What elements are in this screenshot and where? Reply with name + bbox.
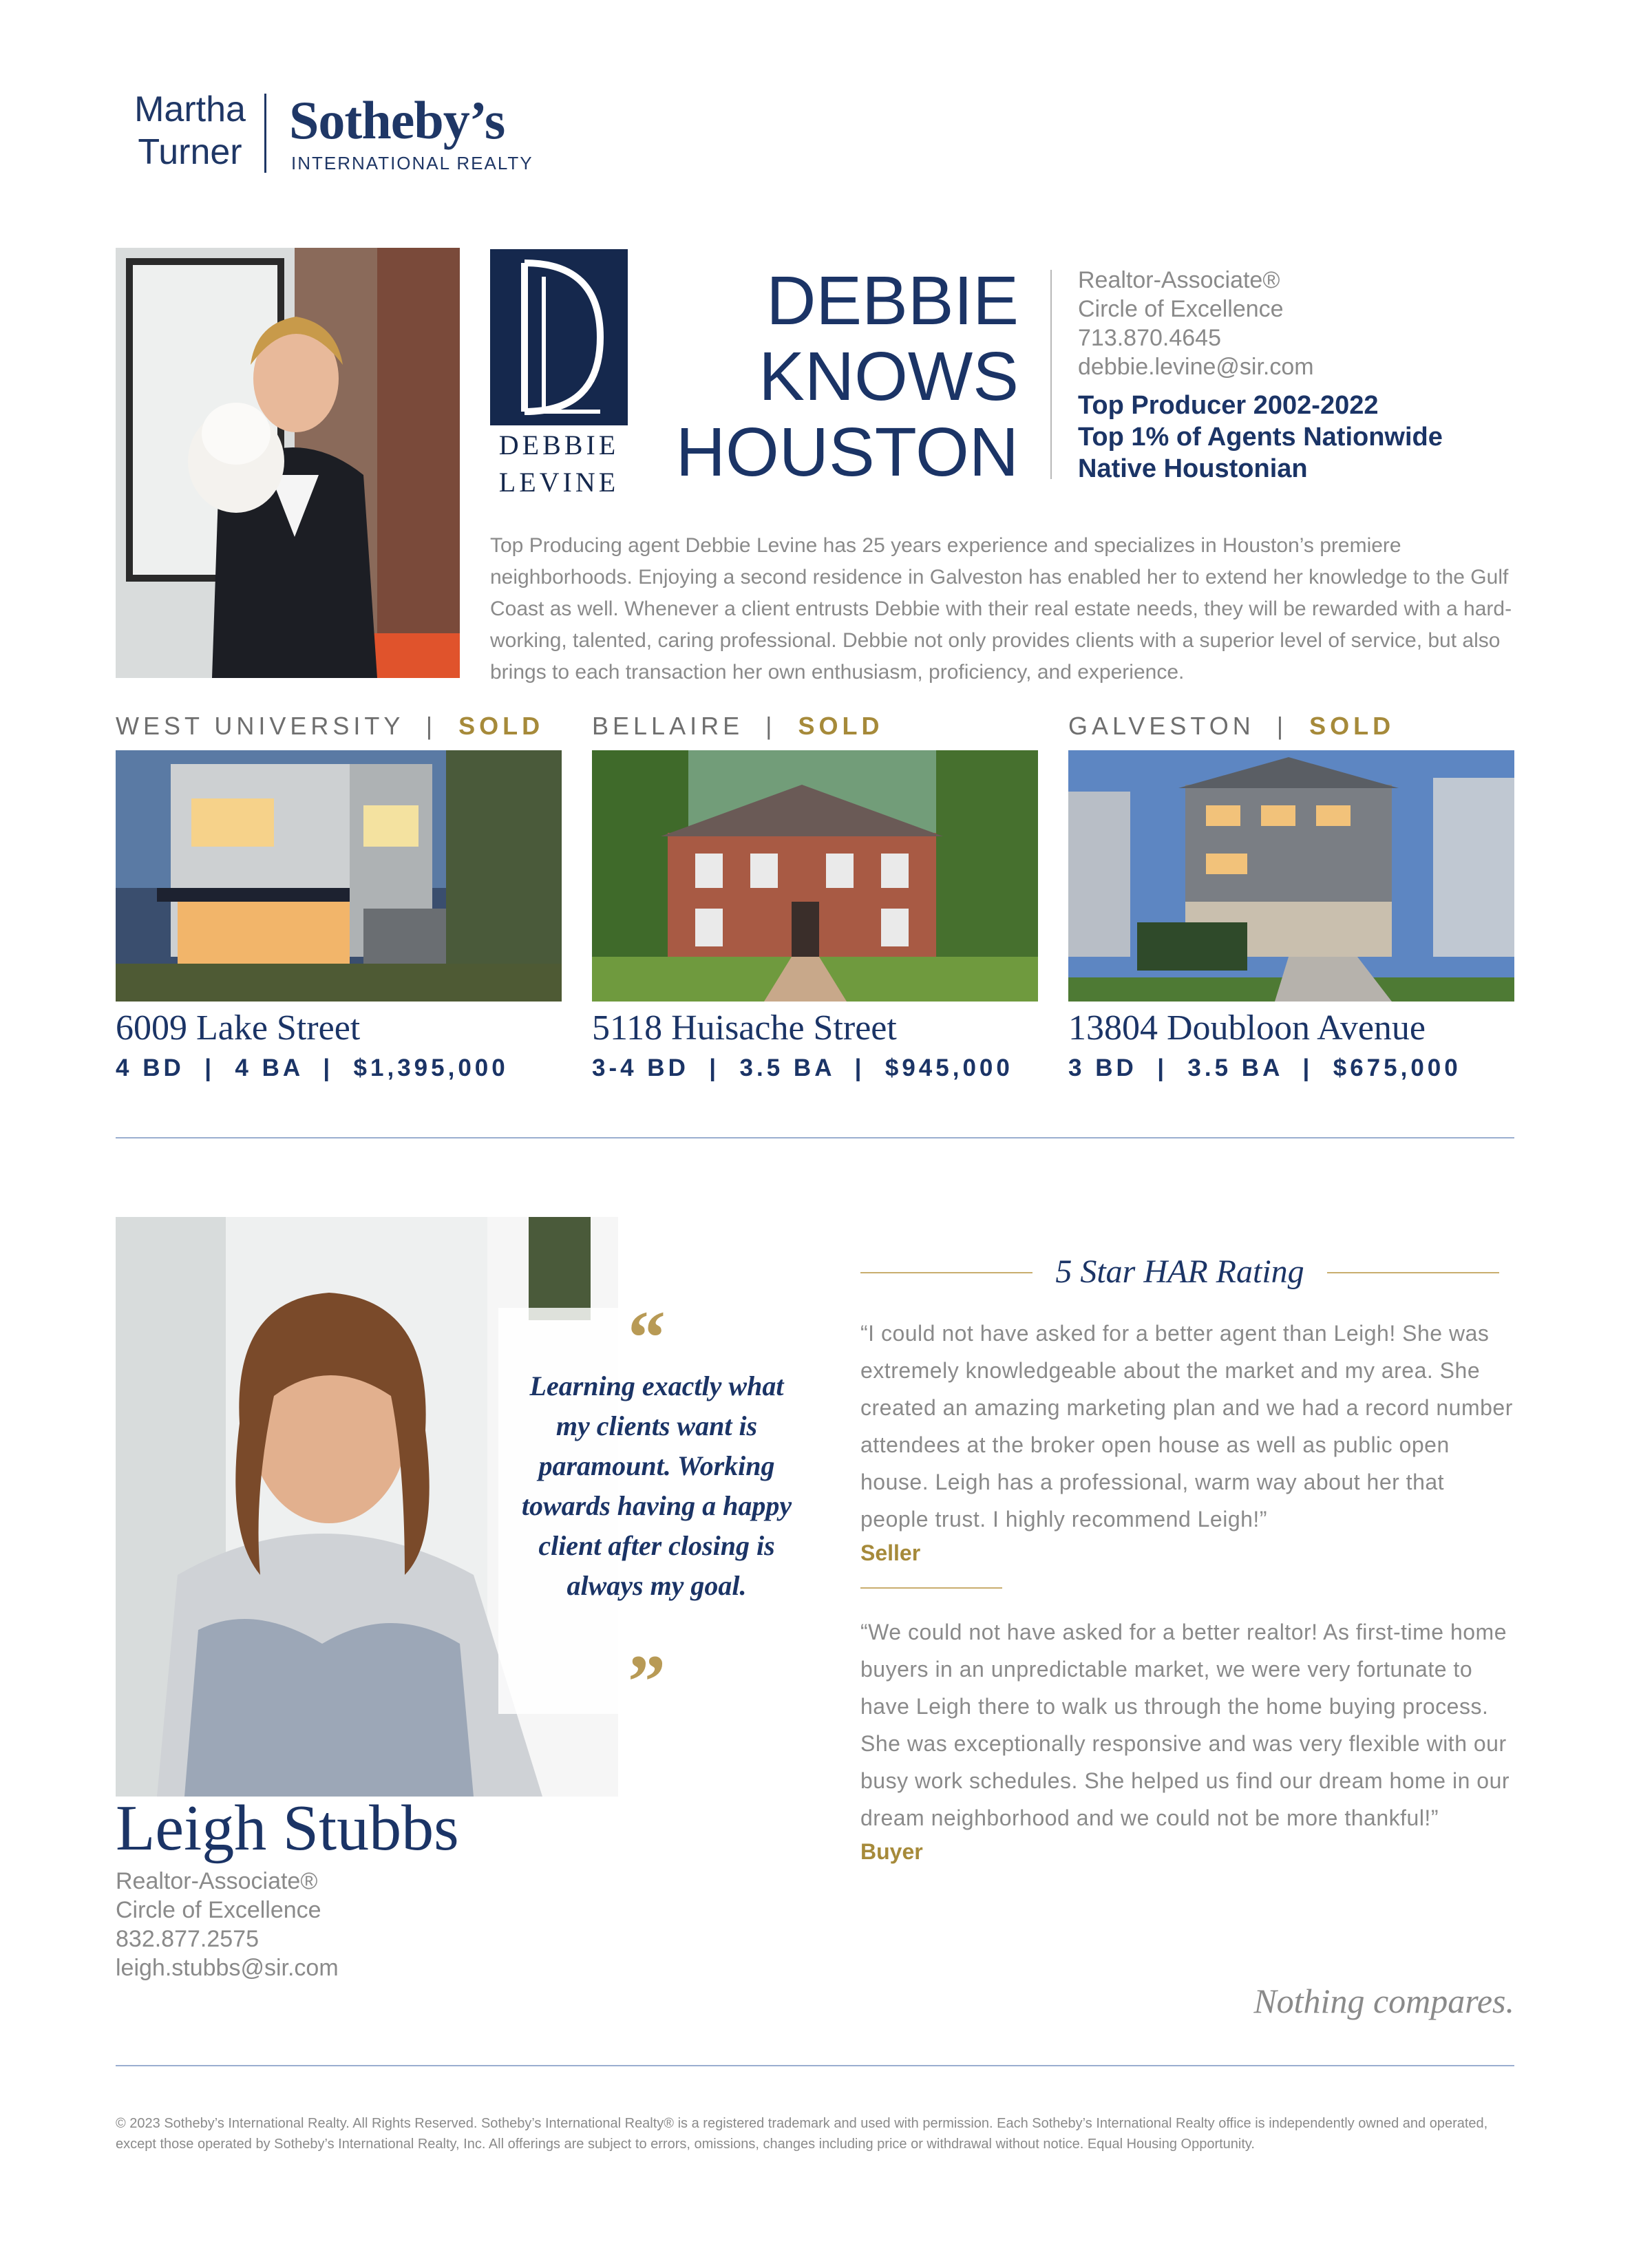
leigh-phone[interactable]: 832.877.2575: [116, 1926, 259, 1952]
rating-title: 5 Star HAR Rating: [1055, 1253, 1304, 1290]
quote-close-icon: ”: [628, 1640, 666, 1724]
listing-label: [592, 712, 884, 741]
listing-status: SOLD: [1309, 712, 1395, 740]
leigh-circle: Circle of Excellence: [116, 1897, 321, 1923]
monogram-last-name: LEVINE: [498, 467, 620, 498]
review-divider: [860, 1587, 1002, 1589]
review-author: Seller: [860, 1540, 921, 1565]
debbie-circle: Circle of Excellence: [1078, 296, 1284, 322]
debbie-bio: Top Producing agent Debbie Levine has 25 years experience and specializes in Houston’s premiere neighborhoods. Enjoying a second residence in Galveston has enabled her to extend her knowledge to the Gulf Coast as well. Whenever a client entrusts Debbie with their real estate needs, they will be rewarded with a hard-working, talented, caring professional. Debbie not only provides clients with a superior level of service, but also brings to each transaction her own enthusiasm, proficiency, and experience.: [490, 534, 1512, 684]
monogram-name: [490, 427, 628, 501]
footer-divider: [116, 2065, 1514, 2066]
leigh-quote: Learning exactly what my clients want is paramount. Working towards having a happy client after closing is always my goal.: [521, 1370, 792, 1601]
debbie-photo: [116, 248, 460, 678]
debbie-phone[interactable]: 713.870.4645: [1078, 325, 1221, 351]
debbie-email[interactable]: debbie.levine@sir.com: [1078, 354, 1314, 380]
listing-address: 13804 Doubloon Avenue: [1068, 1008, 1426, 1048]
logo-brand-sub: INTERNATIONAL REALTY: [291, 153, 533, 173]
listing-area: WEST UNIVERSITY: [116, 712, 404, 740]
logo-martha-line1: Martha: [134, 89, 246, 129]
listing-sep: |: [1276, 712, 1288, 740]
headline-line: HOUSTON: [675, 414, 1019, 491]
section-divider: [116, 1137, 1514, 1138]
listing-photo-huisache-street[interactable]: [592, 750, 1038, 1002]
listing-sep: |: [425, 712, 437, 740]
listing-area: BELLAIRE: [592, 712, 744, 740]
listing-photo-lake-street[interactable]: [116, 750, 562, 1002]
logo-brand: Sotheby’s: [289, 90, 505, 150]
leigh-contact: [116, 1867, 339, 1982]
review-text: “We could not have asked for a better realtor! As first-time home buyers in an unpredictable market, we were very fortunate to have Leigh there to walk us through the home buying process. She was exceptionally responsive and was very flexible with our busy work schedules. She helped us find our dream home in our dream neighborhood and we could not be more thankful!”: [860, 1620, 1510, 1830]
debbie-highlight: Top Producer 2002-2022: [1078, 391, 1379, 420]
listing-sep: |: [765, 712, 776, 740]
debbie-title: Realtor-Associate®: [1078, 267, 1280, 293]
tagline: Nothing compares.: [1253, 1982, 1514, 2020]
headline-line: DEBBIE: [766, 262, 1019, 339]
leigh-name: Leigh Stubbs: [116, 1792, 459, 1864]
listing-address: 6009 Lake Street: [116, 1008, 361, 1048]
debbie-highlight: Top 1% of Agents Nationwide: [1078, 423, 1443, 452]
listing-specs: 3-4 BD | 3.5 BA | $945,000: [592, 1055, 1013, 1081]
logo-martha-turner: [114, 88, 266, 173]
leigh-title: Realtor-Associate®: [116, 1868, 318, 1894]
quote-open-icon: “: [628, 1295, 666, 1379]
headline-line: KNOWS: [759, 338, 1019, 415]
debbie-highlight: Native Houstonian: [1078, 454, 1308, 483]
listing-status: SOLD: [798, 712, 884, 740]
listing-label: [116, 712, 544, 741]
monogram-first-name: DEBBIE: [498, 430, 620, 460]
listing-specs: 3 BD | 3.5 BA | $675,000: [1068, 1055, 1461, 1081]
debbie-contact: [1078, 266, 1443, 485]
listing-area: GALVESTON: [1068, 712, 1255, 740]
listing-status: SOLD: [458, 712, 544, 740]
leigh-email[interactable]: leigh.stubbs@sir.com: [116, 1955, 339, 1981]
logo-martha-line2: Turner: [138, 132, 242, 172]
legal-disclaimer: © 2023 Sotheby’s International Realty. All Rights Reserved. Sotheby’s International Realty® is a registered trademark and used with permission. Each Sotheby’s International Realty office is independently owned and operated, except those operated by Sotheby’s International Realty, Inc. All offerings are subject to errors, omissions, changes including price or withdrawal without notice. Equal Housing Opportunity.: [116, 2116, 1488, 2152]
listing-address: 5118 Huisache Street: [592, 1008, 897, 1048]
listing-label: [1068, 712, 1395, 741]
review-text: “I could not have asked for a better agent than Leigh! She was extremely knowledgeable about the market and my area. She created an amazing marketing plan and we had a record number attendees at the broker open house as well as public open house. Leigh has a professional, warm way about her that people trust. I highly recommend Leigh!”: [860, 1321, 1513, 1532]
listing-photo-doubloon-avenue[interactable]: [1068, 750, 1514, 1002]
review-author: Buyer: [860, 1839, 923, 1864]
headline-divider: [1050, 270, 1052, 479]
debbie-monogram: [490, 249, 628, 425]
debbie-headline: [675, 263, 1019, 490]
listing-specs: 4 BD | 4 BA | $1,395,000: [116, 1055, 509, 1081]
logo-divider: [264, 94, 266, 173]
